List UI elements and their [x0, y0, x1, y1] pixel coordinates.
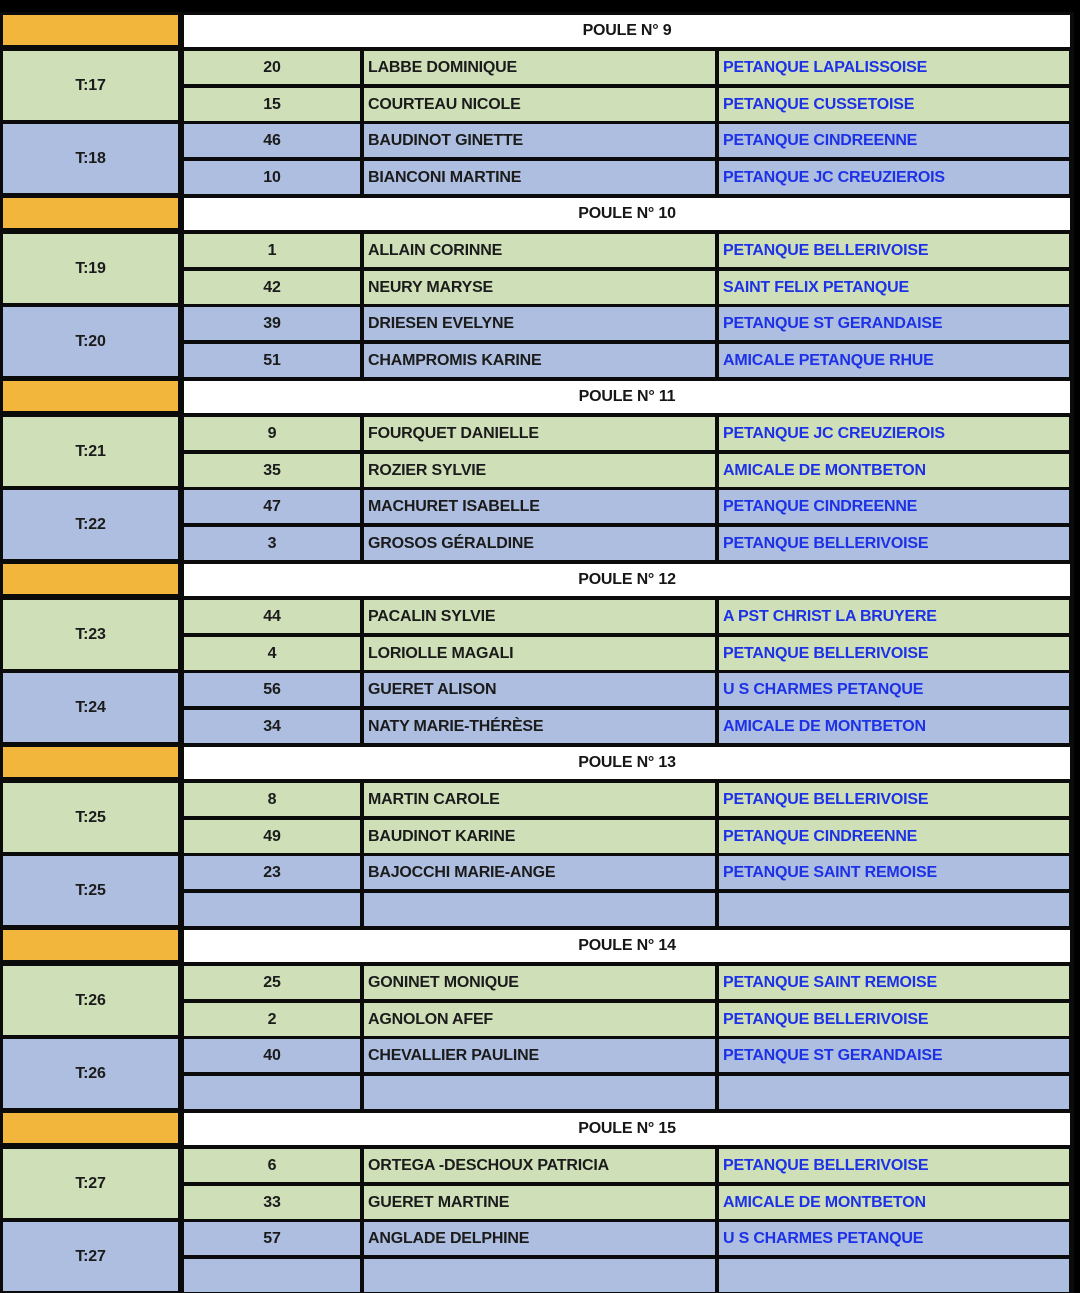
club-name: PETANQUE BELLERIVOISE [719, 234, 1069, 267]
player-row [0, 818, 1074, 854]
table-number-label: T:25 [3, 856, 178, 925]
player-number: 35 [184, 454, 360, 487]
player-row [0, 854, 1074, 890]
club-name: PETANQUE BELLERIVOISE [719, 1149, 1069, 1182]
poule-header [0, 12, 1074, 49]
player-number: 44 [184, 600, 360, 633]
club-name: PETANQUE JC CREUZIEROIS [719, 161, 1069, 194]
player-number: 20 [184, 51, 360, 84]
club-name: AMICALE DE MONTBETON [719, 710, 1069, 743]
table-group [0, 964, 1074, 1037]
player-number: 3 [184, 527, 360, 560]
club-name: PETANQUE BELLERIVOISE [719, 783, 1069, 816]
player-name: NATY MARIE-THÉRÈSE [364, 710, 715, 743]
player-name: BAUDINOT KARINE [364, 820, 715, 853]
poule-marker [3, 747, 178, 777]
player-number: 49 [184, 820, 360, 853]
poule-title: POULE N° 13 [184, 747, 1070, 779]
player-row [0, 525, 1074, 561]
table-group [0, 305, 1074, 378]
player-name: LABBE DOMINIQUE [364, 51, 715, 84]
table-number-label: T:20 [3, 307, 178, 376]
player-row [0, 269, 1074, 305]
player-row [0, 159, 1074, 195]
poule-sheet [0, 12, 1074, 1293]
poule-header [0, 195, 1074, 232]
player-name: MARTIN CAROLE [364, 783, 715, 816]
table-group [0, 781, 1074, 854]
poule-header [0, 561, 1074, 598]
poule-title: POULE N° 14 [184, 930, 1070, 962]
poule-header [0, 927, 1074, 964]
table-group [0, 122, 1074, 195]
table-number-label: T:22 [3, 490, 178, 559]
poule-marker [3, 198, 178, 228]
club-name: PETANQUE ST GERANDAISE [719, 307, 1069, 340]
player-number: 39 [184, 307, 360, 340]
table-number-label: T:19 [3, 234, 178, 303]
table-number-label: T:26 [3, 1039, 178, 1108]
player-row [0, 1257, 1074, 1293]
poule-title: POULE N° 12 [184, 564, 1070, 596]
table-group [0, 1037, 1074, 1110]
player-number [184, 1259, 360, 1292]
player-name: PACALIN SYLVIE [364, 600, 715, 633]
poule-title: POULE N° 9 [184, 15, 1070, 47]
club-name: PETANQUE LAPALISSOISE [719, 51, 1069, 84]
table-group [0, 49, 1074, 122]
player-row [0, 122, 1074, 158]
player-row [0, 708, 1074, 744]
player-row [0, 891, 1074, 927]
player-row [0, 1001, 1074, 1037]
player-name [364, 1076, 715, 1109]
club-name [719, 1076, 1069, 1109]
player-number: 56 [184, 673, 360, 706]
player-number: 47 [184, 490, 360, 523]
poule-header [0, 744, 1074, 781]
table-group [0, 232, 1074, 305]
player-row [0, 1147, 1074, 1183]
player-number: 33 [184, 1186, 360, 1219]
club-name: AMICALE PETANQUE RHUE [719, 344, 1069, 377]
player-number: 10 [184, 161, 360, 194]
player-name: LORIOLLE MAGALI [364, 637, 715, 670]
player-name: GUERET MARTINE [364, 1186, 715, 1219]
club-name: PETANQUE SAINT REMOISE [719, 966, 1069, 999]
player-row [0, 232, 1074, 268]
player-row [0, 635, 1074, 671]
player-row [0, 1037, 1074, 1073]
player-name: GUERET ALISON [364, 673, 715, 706]
poule-title: POULE N° 15 [184, 1113, 1070, 1145]
poule-title: POULE N° 11 [184, 381, 1070, 413]
club-name: U S CHARMES PETANQUE [719, 1222, 1069, 1255]
player-name: COURTEAU NICOLE [364, 88, 715, 121]
table-number-label: T:18 [3, 124, 178, 193]
player-row [0, 86, 1074, 122]
player-row [0, 781, 1074, 817]
player-name: ROZIER SYLVIE [364, 454, 715, 487]
player-row [0, 964, 1074, 1000]
poule-title: POULE N° 10 [184, 198, 1070, 230]
player-row [0, 452, 1074, 488]
poule-header [0, 1110, 1074, 1147]
club-name: PETANQUE SAINT REMOISE [719, 856, 1069, 889]
player-name: GROSOS GÉRALDINE [364, 527, 715, 560]
table-group [0, 488, 1074, 561]
player-number: 42 [184, 271, 360, 304]
player-number: 40 [184, 1039, 360, 1072]
player-name: CHEVALLIER PAULINE [364, 1039, 715, 1072]
player-name: FOURQUET DANIELLE [364, 417, 715, 450]
player-row [0, 415, 1074, 451]
player-row [0, 305, 1074, 341]
poule-header [0, 378, 1074, 415]
player-row [0, 1220, 1074, 1256]
table-group [0, 1147, 1074, 1220]
player-number [184, 1076, 360, 1109]
player-row [0, 488, 1074, 524]
club-name: PETANQUE BELLERIVOISE [719, 527, 1069, 560]
club-name: PETANQUE CINDREENNE [719, 124, 1069, 157]
table-group [0, 1220, 1074, 1293]
poule-marker [3, 564, 178, 594]
player-number: 51 [184, 344, 360, 377]
player-name: CHAMPROMIS KARINE [364, 344, 715, 377]
player-number: 1 [184, 234, 360, 267]
player-name [364, 1259, 715, 1292]
club-name: PETANQUE ST GERANDAISE [719, 1039, 1069, 1072]
club-name [719, 1259, 1069, 1292]
player-name: MACHURET ISABELLE [364, 490, 715, 523]
player-name: ALLAIN CORINNE [364, 234, 715, 267]
club-name: PETANQUE JC CREUZIEROIS [719, 417, 1069, 450]
player-name: BAJOCCHI MARIE-ANGE [364, 856, 715, 889]
table-number-label: T:25 [3, 783, 178, 852]
table-number-label: T:27 [3, 1149, 178, 1218]
player-row [0, 1074, 1074, 1110]
player-number: 8 [184, 783, 360, 816]
poule-marker [3, 1113, 178, 1143]
player-row [0, 671, 1074, 707]
club-name: PETANQUE BELLERIVOISE [719, 1003, 1069, 1036]
player-number: 2 [184, 1003, 360, 1036]
player-name: BIANCONI MARTINE [364, 161, 715, 194]
club-name: PETANQUE CINDREENNE [719, 490, 1069, 523]
player-number: 46 [184, 124, 360, 157]
club-name: PETANQUE BELLERIVOISE [719, 637, 1069, 670]
table-group [0, 598, 1074, 671]
player-name: BAUDINOT GINETTE [364, 124, 715, 157]
player-number: 6 [184, 1149, 360, 1182]
player-number: 15 [184, 88, 360, 121]
player-name [364, 893, 715, 926]
poule-marker [3, 930, 178, 960]
player-name: ORTEGA -DESCHOUX PATRICIA [364, 1149, 715, 1182]
club-name [719, 893, 1069, 926]
club-name: AMICALE DE MONTBETON [719, 1186, 1069, 1219]
club-name: U S CHARMES PETANQUE [719, 673, 1069, 706]
player-name: GONINET MONIQUE [364, 966, 715, 999]
player-name: AGNOLON AFEF [364, 1003, 715, 1036]
table-number-label: T:23 [3, 600, 178, 669]
club-name: A PST CHRIST LA BRUYERE [719, 600, 1069, 633]
table-group [0, 415, 1074, 488]
table-group [0, 854, 1074, 927]
player-name: DRIESEN EVELYNE [364, 307, 715, 340]
club-name: AMICALE DE MONTBETON [719, 454, 1069, 487]
player-row [0, 342, 1074, 378]
player-number: 25 [184, 966, 360, 999]
player-row [0, 1184, 1074, 1220]
player-number: 23 [184, 856, 360, 889]
table-number-label: T:17 [3, 51, 178, 120]
player-number [184, 893, 360, 926]
table-group [0, 671, 1074, 744]
table-number-label: T:27 [3, 1222, 178, 1291]
table-number-label: T:21 [3, 417, 178, 486]
player-number: 4 [184, 637, 360, 670]
table-number-label: T:24 [3, 673, 178, 742]
club-name: SAINT FELIX PETANQUE [719, 271, 1069, 304]
player-name: ANGLADE DELPHINE [364, 1222, 715, 1255]
player-number: 34 [184, 710, 360, 743]
player-name: NEURY MARYSE [364, 271, 715, 304]
poule-marker [3, 381, 178, 411]
player-number: 57 [184, 1222, 360, 1255]
player-row [0, 49, 1074, 85]
player-row [0, 598, 1074, 634]
poule-marker [3, 15, 178, 45]
club-name: PETANQUE CUSSETOISE [719, 88, 1069, 121]
club-name: PETANQUE CINDREENNE [719, 820, 1069, 853]
player-number: 9 [184, 417, 360, 450]
table-number-label: T:26 [3, 966, 178, 1035]
